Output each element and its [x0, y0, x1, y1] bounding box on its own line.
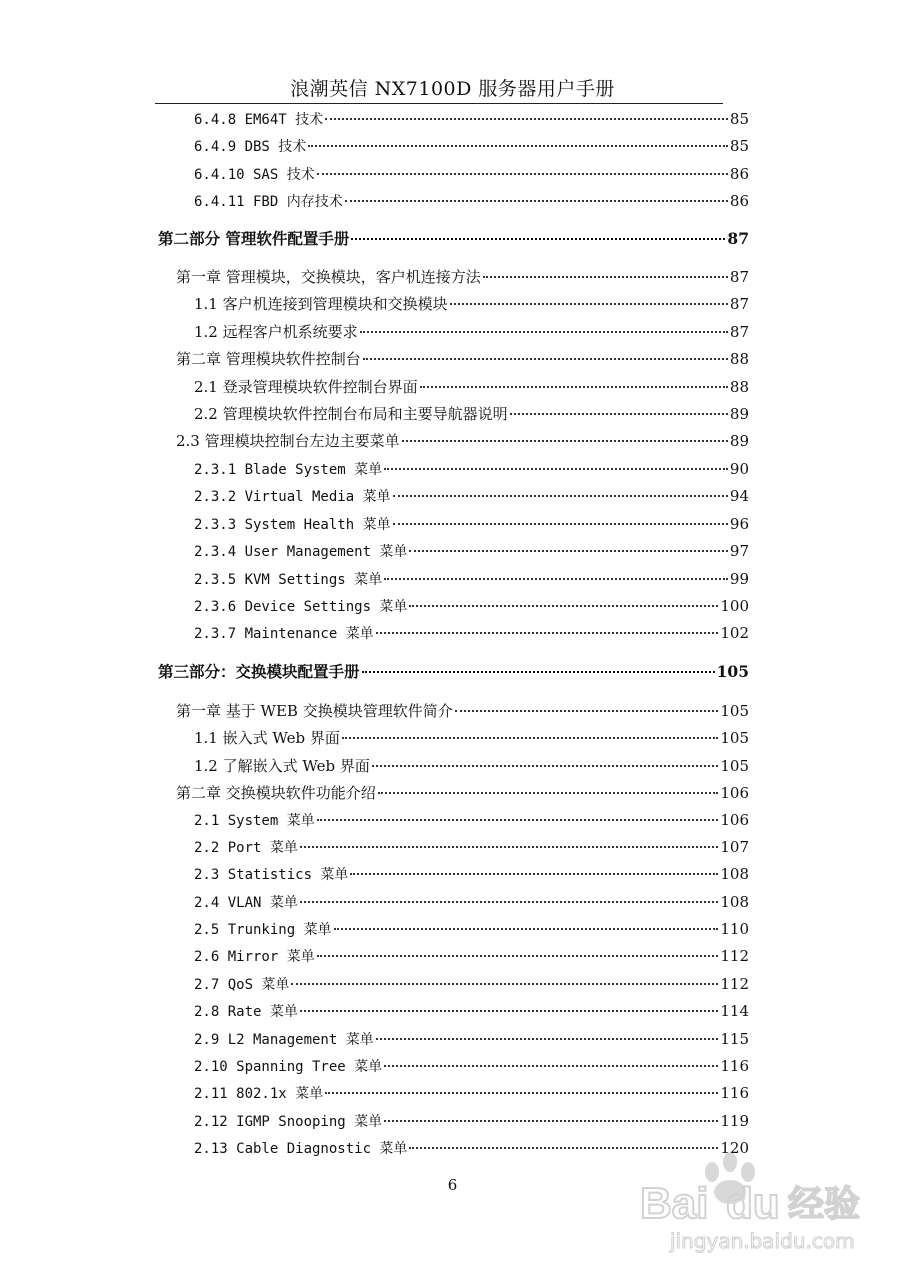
toc-entry-page-number: 120	[720, 1139, 749, 1157]
toc-dot-leader	[455, 710, 719, 712]
svg-text:jingyan.baidu.com: jingyan.baidu.com	[670, 1229, 855, 1253]
toc-dot-leader	[342, 737, 719, 739]
svg-text:du: du	[726, 1179, 780, 1228]
toc-section-entry[interactable]	[194, 863, 749, 885]
toc-dot-leader	[402, 440, 728, 442]
toc-dot-leader	[345, 200, 728, 202]
toc-section-entry[interactable]	[194, 595, 749, 617]
toc-entry-page-number: 110	[720, 920, 749, 938]
toc-dot-leader	[360, 331, 728, 333]
toc-dot-leader	[393, 523, 728, 525]
toc-dot-leader	[384, 578, 728, 580]
toc-entry-label: 第二章 管理模块软件控制台	[176, 350, 361, 368]
toc-entry-label: 2.4 VLAN 菜单	[194, 895, 298, 911]
toc-section-entry[interactable]	[194, 1000, 749, 1022]
toc-entry-page-number: 87	[729, 295, 749, 313]
toc-section-entry[interactable]	[194, 727, 749, 749]
toc-entry-page-number: 115	[720, 1030, 749, 1048]
toc-dot-leader	[483, 276, 728, 278]
toc-dot-leader	[317, 819, 719, 821]
toc-chapter-entry[interactable]	[176, 266, 749, 288]
toc-dot-leader	[409, 605, 718, 607]
toc-dot-leader	[384, 1120, 718, 1122]
toc-entry-label: 2.1 System 菜单	[194, 813, 315, 829]
toc-dot-leader	[325, 118, 728, 120]
toc-section-entry[interactable]	[194, 836, 749, 858]
toc-entry-page-number: 112	[720, 947, 749, 965]
toc-entry-label: 2.10 Spanning Tree 菜单	[194, 1059, 383, 1075]
toc-entry-page-number: 116	[720, 1057, 749, 1075]
toc-entry-page-number: 106	[720, 784, 749, 802]
svg-text:Bai: Bai	[640, 1179, 709, 1228]
baidu-jingyan-watermark	[620, 1140, 890, 1260]
toc-section-entry[interactable]	[194, 568, 749, 590]
page-header-title: 浪潮英信 NX7100D 服务器用户手册	[290, 78, 615, 100]
toc-entry-label: 2.3.4 User Management 菜单	[194, 544, 408, 560]
toc-dot-leader	[308, 145, 728, 147]
toc-entry-page-number: 107	[720, 838, 749, 856]
toc-entry-page-number: 85	[729, 110, 749, 128]
toc-entry-page-number: 100	[720, 597, 749, 615]
toc-entry-page-number: 88	[729, 378, 749, 396]
toc-section-entry[interactable]	[194, 1055, 749, 1077]
toc-entry-label: 2.3.1 Blade System 菜单	[194, 462, 383, 478]
toc-entry-label: 6.4.10 SAS 技术	[194, 167, 315, 183]
toc-entry-page-number: 105	[716, 662, 749, 681]
toc-entry-page-number: 96	[729, 515, 749, 533]
toc-entry-label: 2.3 Statistics 菜单	[194, 867, 349, 883]
toc-dot-leader	[334, 928, 719, 930]
toc-entry-label: 2.9 L2 Management 菜单	[194, 1032, 374, 1048]
toc-section-entry[interactable]	[194, 622, 749, 644]
toc-entry-label: 第二部分 管理软件配置手册	[158, 229, 350, 248]
toc-section-entry[interactable]	[194, 190, 749, 212]
toc-section-entry[interactable]	[194, 321, 749, 343]
toc-dot-leader	[393, 495, 728, 497]
toc-section-entry[interactable]	[194, 1028, 749, 1050]
toc-entry-page-number: 102	[720, 624, 749, 642]
toc-entry-label: 2.11 802.1x 菜单	[194, 1086, 324, 1102]
toc-section-entry[interactable]	[194, 293, 749, 315]
toc-entry-page-number: 114	[720, 1002, 749, 1020]
toc-entry-page-number: 108	[720, 893, 749, 911]
toc-dot-leader	[409, 550, 727, 552]
toc-entry-page-number: 106	[720, 811, 749, 829]
toc-section-entry[interactable]	[194, 540, 749, 562]
toc-entry-page-number: 116	[720, 1084, 749, 1102]
toc-entry-label: 2.12 IGMP Snooping 菜单	[194, 1114, 383, 1130]
toc-entry-page-number: 99	[729, 570, 749, 588]
toc-entry-page-number: 87	[729, 268, 749, 286]
toc-section-entry[interactable]	[194, 1082, 749, 1104]
toc-entry-page-number: 105	[720, 702, 749, 720]
toc-entry-page-number: 97	[729, 542, 749, 560]
toc-section-entry[interactable]	[194, 403, 749, 425]
toc-dot-leader	[376, 1038, 719, 1040]
toc-dot-leader	[300, 846, 719, 848]
toc-entry-label: 1.2 了解嵌入式 Web 界面	[194, 757, 370, 775]
toc-entry-label: 1.2 远程客户机系统要求	[194, 323, 358, 341]
page-number: 6	[447, 1176, 458, 1194]
toc-entry-page-number: 87	[727, 229, 749, 248]
toc-entry-label: 2.2 Port 菜单	[194, 840, 298, 856]
toc-chapter-entry[interactable]	[176, 430, 749, 452]
toc-dot-leader	[300, 901, 719, 903]
toc-section-entry[interactable]	[194, 891, 749, 913]
toc-entry-label: 2.3.2 Virtual Media 菜单	[194, 489, 391, 505]
toc-entry-label: 2.3.3 System Health 菜单	[194, 517, 391, 533]
toc-dot-leader	[376, 632, 719, 634]
toc-dot-leader	[300, 1010, 719, 1012]
toc-section-entry[interactable]	[194, 458, 749, 480]
toc-part-entry[interactable]	[158, 661, 749, 683]
toc-entry-page-number: 89	[729, 405, 749, 423]
toc-entry-page-number: 85	[729, 137, 749, 155]
toc-entry-label: 1.1 嵌入式 Web 界面	[194, 729, 340, 747]
toc-entry-page-number: 90	[729, 460, 749, 478]
toc-dot-leader	[510, 413, 728, 415]
toc-section-entry[interactable]	[194, 376, 749, 398]
toc-entry-label: 2.6 Mirror 菜单	[194, 949, 315, 965]
toc-entry-page-number: 94	[729, 487, 749, 505]
toc-entry-label: 6.4.11 FBD 内存技术	[194, 194, 343, 210]
toc-dot-leader	[378, 792, 719, 794]
toc-dot-leader	[291, 983, 718, 985]
toc-entry-page-number: 105	[720, 757, 749, 775]
toc-part-entry[interactable]	[158, 228, 749, 250]
toc-entry-label: 2.13 Cable Diagnostic 菜单	[194, 1141, 408, 1157]
toc-entry-label: 2.3.6 Device Settings 菜单	[194, 599, 408, 615]
toc-chapter-entry[interactable]	[176, 348, 749, 370]
toc-entry-label: 6.4.9 DBS 技术	[194, 139, 307, 155]
toc-entry-page-number: 86	[729, 165, 749, 183]
toc-section-entry[interactable]	[194, 1110, 749, 1132]
toc-entry-label: 2.1 登录管理模块软件控制台界面	[194, 378, 418, 396]
toc-section-entry[interactable]	[194, 973, 749, 995]
toc-entry-label: 第一章 管理模块，交换模块，客户机连接方法	[176, 268, 481, 286]
toc-entry-page-number: 105	[720, 729, 749, 747]
toc-entry-label: 2.8 Rate 菜单	[194, 1004, 298, 1020]
toc-dot-leader	[350, 873, 718, 875]
toc-entry-label: 2.2 管理模块软件控制台布局和主要导航器说明	[194, 405, 508, 423]
toc-dot-leader	[420, 386, 728, 388]
toc-dot-leader	[317, 173, 728, 175]
toc-entry-page-number: 108	[720, 865, 749, 883]
toc-section-entry[interactable]	[194, 108, 749, 130]
toc-dot-leader	[372, 765, 719, 767]
toc-dot-leader	[317, 955, 719, 957]
toc-dot-leader	[325, 1092, 718, 1094]
toc-entry-page-number: 86	[729, 192, 749, 210]
svg-text:经验: 经验	[788, 1184, 861, 1225]
toc-entry-label: 2.5 Trunking 菜单	[194, 922, 332, 938]
toc-dot-leader	[450, 303, 728, 305]
toc-entry-label: 2.3.5 KVM Settings 菜单	[194, 572, 383, 588]
toc-section-entry[interactable]	[194, 513, 749, 535]
toc-dot-leader	[362, 671, 715, 673]
toc-entry-page-number: 119	[720, 1112, 749, 1130]
toc-section-entry[interactable]	[194, 918, 749, 940]
toc-section-entry[interactable]	[194, 135, 749, 157]
toc-entry-page-number: 89	[729, 432, 749, 450]
toc-entry-label: 第二章 交换模块软件功能介绍	[176, 784, 376, 802]
toc-section-entry[interactable]	[194, 755, 749, 777]
toc-entry-label: 1.1 客户机连接到管理模块和交换模块	[194, 295, 448, 313]
toc-entry-page-number: 88	[729, 350, 749, 368]
toc-entry-label: 第三部分：交换模块配置手册	[158, 662, 360, 681]
toc-entry-label: 6.4.8 EM64T 技术	[194, 112, 324, 128]
toc-section-entry[interactable]	[194, 809, 749, 831]
toc-dot-leader	[351, 238, 725, 240]
toc-dot-leader	[384, 1065, 718, 1067]
toc-chapter-entry[interactable]	[176, 782, 749, 804]
toc-entry-label: 2.7 QoS 菜单	[194, 977, 290, 993]
toc-entry-label: 2.3.7 Maintenance 菜单	[194, 626, 374, 642]
toc-section-entry[interactable]	[194, 163, 749, 185]
toc-entry-page-number: 87	[729, 323, 749, 341]
toc-chapter-entry[interactable]	[176, 700, 749, 722]
toc-entry-label: 2.3 管理模块控制台左边主要菜单	[176, 432, 400, 450]
toc-entry-label: 第一章 基于 WEB 交换模块管理软件简介	[176, 702, 453, 720]
toc-section-entry[interactable]	[194, 945, 749, 967]
toc-entry-page-number: 112	[720, 975, 749, 993]
toc-dot-leader	[384, 468, 728, 470]
toc-section-entry[interactable]	[194, 485, 749, 507]
toc-dot-leader	[363, 358, 728, 360]
